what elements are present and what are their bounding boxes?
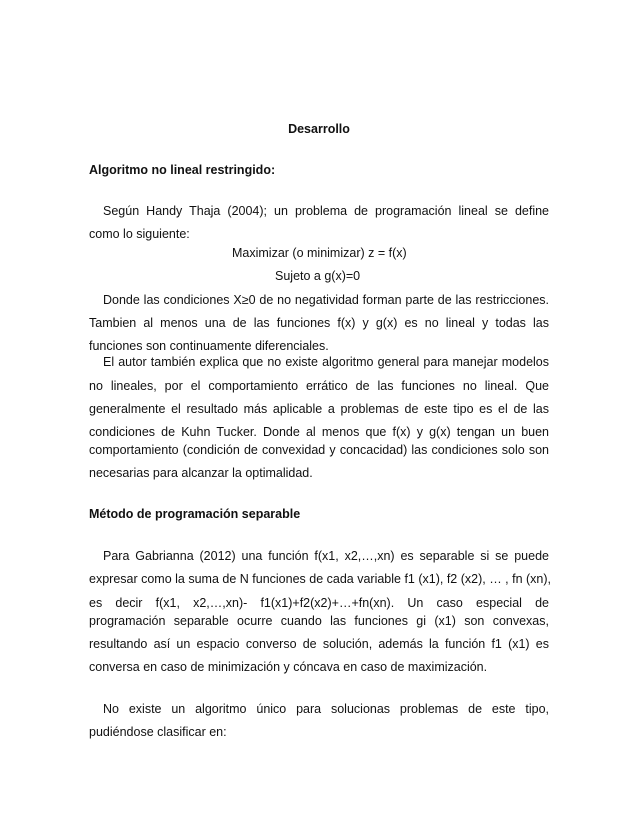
section-title-nonlinear: Algoritmo no lineal restringido:	[89, 163, 276, 177]
paragraph-3-line-5: comportamiento (condición de convexidad y concacidad) las condiciones solo son	[89, 443, 549, 457]
paragraph-2-line-2: Tambien al menos una de las funciones f(x) y g(x) es no lineal y todas las	[89, 316, 549, 330]
paragraph-1-line-1: Según Handy Thaja (2004); un problema de programación lineal se define	[103, 204, 549, 218]
paragraph-5-line-1: No existe un algoritmo único para solucionas problemas de este tipo,	[103, 702, 549, 716]
paragraph-3-line-3: generalmente el resultado más aplicable a problemas de este tipo es el de las	[89, 402, 549, 416]
paragraph-3-line-1: El autor también explica que no existe algoritmo general para manejar modelos	[103, 355, 549, 369]
paragraph-4-line-6: conversa en caso de minimización y cóncava en caso de maximización.	[89, 660, 488, 674]
paragraph-4-line-1: Para Gabrianna (2012) una función f(x1, x2,…,xn) es separable si se puede	[103, 549, 549, 563]
paragraph-4-line-2: expresar como la suma de N funciones de cada variable f1 (x1), f2 (x2), … , fn (xn),	[89, 572, 552, 586]
formula-line-2: Sujeto a g(x)=0	[275, 269, 361, 283]
paragraph-5-line-2: pudiéndose clasificar en:	[89, 725, 227, 739]
paragraph-3-line-6: necesarias para alcanzar la optimalidad.	[89, 466, 313, 480]
paragraph-2-line-1: Donde las condiciones X≥0 de no negatividad forman parte de las restricciones.	[103, 293, 549, 307]
formula-line-1: Maximizar (o minimizar) z = f(x)	[232, 246, 407, 260]
paragraph-2-line-3: funciones son continuamente diferenciales.	[89, 339, 329, 353]
paragraph-1-line-2: como lo siguiente:	[89, 227, 190, 241]
paragraph-4-line-3: es decir f(x1, x2,…,xn)- f1(x1)+f2(x2)+…+fn(xn). Un caso especial de	[89, 596, 549, 610]
page-heading: Desarrollo	[288, 122, 350, 136]
paragraph-3-line-4: condiciones de Kuhn Tucker. Donde al menos que f(x) y g(x) tengan un buen	[89, 425, 549, 439]
paragraph-4-line-5: resultando así un espacio converso de solución, además la función f1 (x1) es	[89, 637, 549, 651]
section-title-separable: Método de programación separable	[89, 507, 301, 521]
paragraph-3-line-2: no lineales, por el comportamiento errático de las funciones no lineal. Que	[89, 379, 549, 393]
paragraph-4-line-4: programación separable ocurre cuando las funciones gi (x1) son convexas,	[89, 614, 549, 628]
